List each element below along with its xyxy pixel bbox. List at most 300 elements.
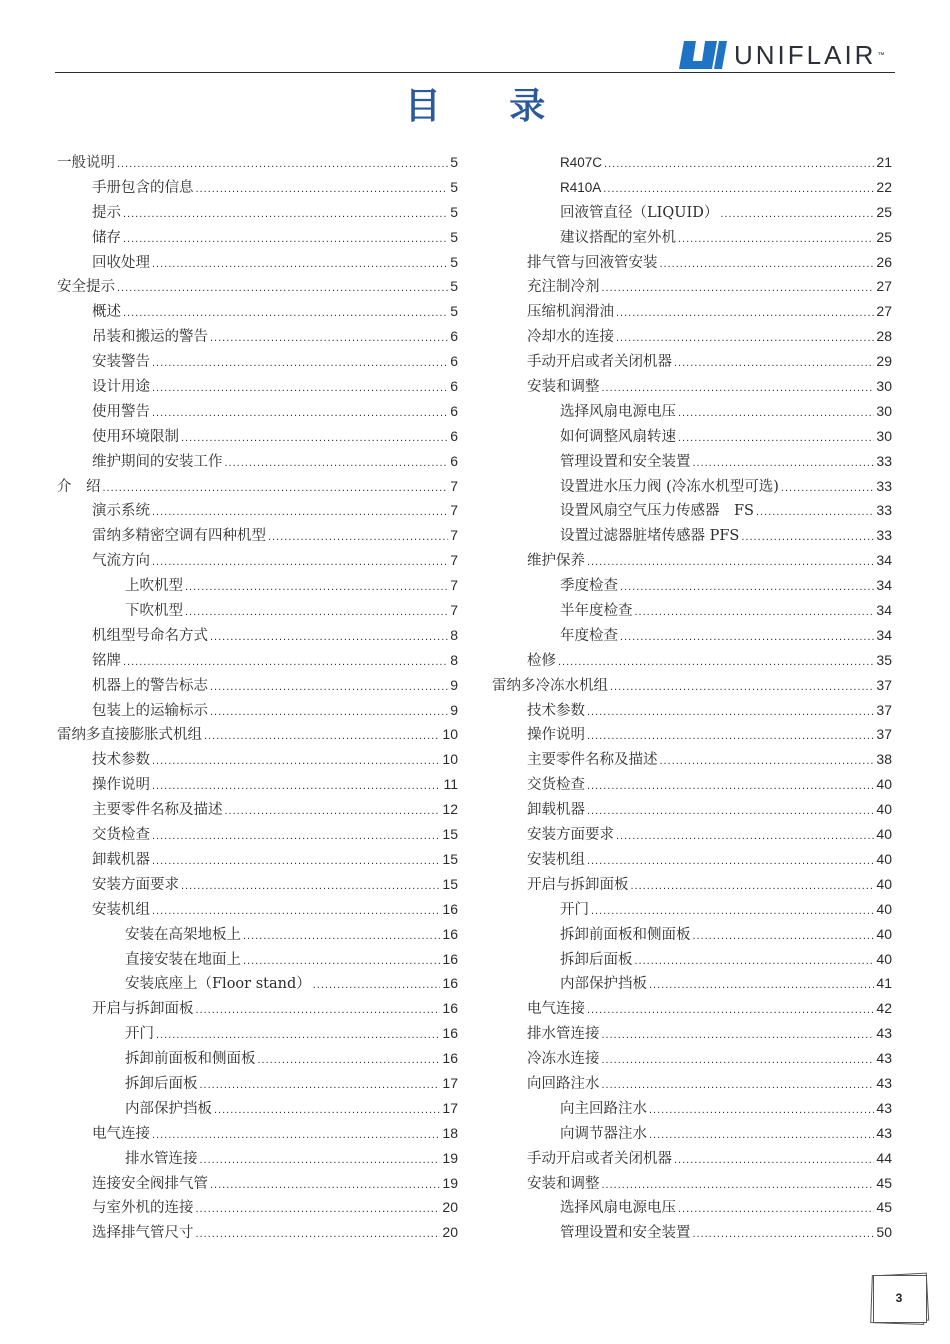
toc-dot-leader xyxy=(196,1197,441,1222)
toc-entry-page: 43 xyxy=(876,1050,892,1067)
toc-entry-page: 40 xyxy=(876,875,892,892)
toc-entry-title: 开门 xyxy=(560,901,589,918)
toc-entry-title: 开启与拆卸面板 xyxy=(527,876,629,893)
toc-entry-page: 20 xyxy=(442,1199,458,1216)
toc-dot-leader xyxy=(156,1023,440,1048)
toc-entry-page: 34 xyxy=(876,602,892,619)
toc-entry[interactable] xyxy=(57,523,458,548)
toc-entry-page: 5 xyxy=(450,178,458,195)
toc-entry-title: 雷纳多冷冻水机组 xyxy=(492,677,608,694)
toc-entry[interactable] xyxy=(57,1021,458,1046)
toc-dot-leader xyxy=(210,625,448,650)
toc-entry[interactable] xyxy=(492,897,892,922)
toc-entry[interactable] xyxy=(57,623,458,648)
toc-entry-title: 主要零件名称及描述 xyxy=(92,802,223,819)
toc-dot-leader xyxy=(196,1222,441,1247)
toc-entry[interactable] xyxy=(57,1220,458,1245)
toc-entry[interactable] xyxy=(492,947,892,972)
toc-entry[interactable] xyxy=(57,996,458,1021)
toc-dot-leader xyxy=(678,426,874,451)
toc-entry[interactable] xyxy=(492,274,892,299)
toc-entry[interactable] xyxy=(492,598,892,623)
toc-entry[interactable] xyxy=(492,1071,892,1096)
toc-entry-title: 压缩机润滑油 xyxy=(527,304,614,321)
toc-entry-page: 9 xyxy=(450,676,458,693)
toc-entry-page: 10 xyxy=(442,726,458,743)
toc-dot-leader xyxy=(558,650,874,675)
toc-dot-leader xyxy=(620,575,874,600)
toc-entry-page: 21 xyxy=(876,154,892,170)
toc-entry[interactable] xyxy=(57,1171,458,1196)
toc-entry-title: 卸载机器 xyxy=(92,851,150,868)
toc-entry-page: 6 xyxy=(450,353,458,370)
toc-entry-page: 30 xyxy=(876,402,892,419)
toc-entry-title: 下吹机型 xyxy=(125,603,183,620)
toc-entry-title: 设置风扇空气压力传感器 FS xyxy=(560,503,754,520)
toc-entry-page: 50 xyxy=(876,1224,892,1241)
toc-entry-page: 5 xyxy=(450,278,458,295)
toc-dot-leader xyxy=(313,973,441,998)
toc-entry-title: 电气连接 xyxy=(527,1001,585,1018)
toc-dot-leader xyxy=(196,177,449,202)
toc-entry-title: 连接安全阀排气管 xyxy=(92,1175,208,1192)
toc-dot-leader xyxy=(152,1123,440,1148)
toc-entry[interactable] xyxy=(492,772,892,797)
toc-entry-title: 与室外机的连接 xyxy=(92,1200,194,1217)
toc-entry-page: 5 xyxy=(450,203,458,220)
toc-entry[interactable] xyxy=(57,598,458,623)
toc-entry-title: 冷冻水连接 xyxy=(527,1051,600,1068)
toc-dot-leader xyxy=(196,998,441,1023)
toc-entry[interactable] xyxy=(57,698,458,723)
toc-dot-leader xyxy=(602,276,875,301)
toc-entry[interactable] xyxy=(57,648,458,673)
toc-entry-page: 16 xyxy=(442,925,458,942)
toc-entry-page: 40 xyxy=(876,950,892,967)
toc-dot-leader xyxy=(616,326,874,351)
toc-entry-title: 电气连接 xyxy=(92,1125,150,1142)
toc-dot-leader xyxy=(674,1148,874,1173)
toc-entry[interactable] xyxy=(492,299,892,324)
toc-entry-title: 设计用途 xyxy=(92,379,150,396)
toc-entry-page: 5 xyxy=(450,253,458,270)
toc-dot-leader xyxy=(660,252,875,277)
toc-entry-page: 25 xyxy=(876,228,892,245)
toc-dot-leader xyxy=(587,799,874,824)
toc-entry-page: 16 xyxy=(442,1000,458,1017)
toc-entry-page: 6 xyxy=(450,328,458,345)
toc-entry[interactable] xyxy=(492,1121,892,1146)
toc-entry[interactable] xyxy=(57,324,458,349)
toc-entry-page: 15 xyxy=(442,875,458,892)
toc-dot-leader xyxy=(587,998,874,1023)
toc-entry-title: 包装上的运输标示 xyxy=(92,702,208,719)
logo-wordmark: UNIFLAIR xyxy=(734,40,877,70)
toc-dot-leader xyxy=(602,1048,875,1073)
toc-entry-title: 铭牌 xyxy=(92,652,121,669)
toc-entry[interactable] xyxy=(57,200,458,225)
toc-dot-leader xyxy=(587,724,874,749)
toc-entry-title: 机组型号命名方式 xyxy=(92,627,208,644)
toc-dot-leader xyxy=(117,276,448,301)
toc-entry-title: 概述 xyxy=(92,304,121,321)
toc-dot-leader xyxy=(225,799,441,824)
toc-entry-title: 拆卸前面板和侧面板 xyxy=(560,926,691,943)
toc-entry[interactable] xyxy=(57,922,458,947)
toc-entry[interactable] xyxy=(492,424,892,449)
page-header xyxy=(0,0,950,80)
toc-entry-page: 17 xyxy=(442,1074,458,1091)
toc-dot-leader xyxy=(649,1123,874,1148)
toc-entry-title: R410A xyxy=(560,179,602,195)
toc-entry-title: 检修 xyxy=(527,652,556,669)
toc-entry[interactable] xyxy=(57,1096,458,1121)
toc-entry-page: 16 xyxy=(442,900,458,917)
toc-entry-page: 43 xyxy=(876,1074,892,1091)
toc-dot-leader xyxy=(602,1173,875,1198)
toc-entry-page: 33 xyxy=(876,527,892,544)
toc-entry-title: 技术参数 xyxy=(92,752,150,769)
page-number-box xyxy=(868,1272,930,1324)
toc-entry[interactable] xyxy=(492,747,892,772)
toc-entry-page: 40 xyxy=(876,900,892,917)
toc-dot-leader xyxy=(123,202,448,227)
toc-dot-leader xyxy=(587,849,874,874)
toc-entry[interactable] xyxy=(57,772,458,797)
toc-entry-page: 40 xyxy=(876,925,892,942)
toc-entry-page: 7 xyxy=(450,602,458,619)
toc-entry-title: 吊装和搬运的警告 xyxy=(92,329,208,346)
toc-entry-title: 手册包含的信息 xyxy=(92,179,194,196)
toc-entry-page: 35 xyxy=(876,651,892,668)
toc-entry[interactable] xyxy=(492,971,892,996)
toc-entry[interactable] xyxy=(492,523,892,548)
toc-entry[interactable] xyxy=(57,374,458,399)
toc-entry[interactable] xyxy=(57,225,458,250)
toc-entry-title: 拆卸后面板 xyxy=(560,951,633,968)
toc-entry-page: 34 xyxy=(876,577,892,594)
toc-entry-page: 6 xyxy=(450,427,458,444)
toc-entry-title: 机器上的警告标志 xyxy=(92,677,208,694)
toc-dot-leader xyxy=(591,899,874,924)
toc-dot-leader xyxy=(602,1073,875,1098)
toc-dot-leader xyxy=(210,326,448,351)
toc-entry-title: 安装和调整 xyxy=(527,1175,600,1192)
toc-entry[interactable] xyxy=(57,175,458,200)
toc-dot-leader xyxy=(631,874,875,899)
toc-entry[interactable] xyxy=(57,474,458,499)
toc-entry-page: 7 xyxy=(450,577,458,594)
toc-entry[interactable] xyxy=(492,673,892,698)
toc-entry-title: 半年度检查 xyxy=(560,603,633,620)
toc-entry[interactable] xyxy=(492,698,892,723)
toc-entry-title: 交货检查 xyxy=(527,777,585,794)
toc-entry[interactable] xyxy=(492,399,892,424)
toc-entry-page: 20 xyxy=(442,1224,458,1241)
toc-dot-leader xyxy=(649,1098,874,1123)
toc-entry[interactable] xyxy=(492,797,892,822)
toc-dot-leader xyxy=(185,575,448,600)
toc-dot-leader xyxy=(152,774,441,799)
toc-left-column xyxy=(57,150,458,1245)
toc-entry-title: 提示 xyxy=(92,204,121,221)
toc-dot-leader xyxy=(720,202,874,227)
toc-dot-leader xyxy=(200,1148,441,1173)
toc-entry[interactable] xyxy=(57,722,458,747)
toc-entry[interactable] xyxy=(492,449,892,474)
toc-entry-title: 维护保养 xyxy=(527,553,585,570)
toc-entry-page: 38 xyxy=(876,751,892,768)
toc-entry-page: 34 xyxy=(876,626,892,643)
toc-dot-leader xyxy=(587,774,874,799)
toc-entry[interactable] xyxy=(57,1121,458,1146)
toc-entry[interactable] xyxy=(57,548,458,573)
toc-entry[interactable] xyxy=(57,822,458,847)
trademark-symbol: ™ xyxy=(877,51,885,59)
toc-entry[interactable] xyxy=(492,722,892,747)
toc-entry[interactable] xyxy=(492,922,892,947)
toc-entry-title: 选择风扇电源电压 xyxy=(560,403,676,420)
toc-entry-page: 6 xyxy=(450,378,458,395)
toc-dot-leader xyxy=(660,749,875,774)
toc-entry[interactable] xyxy=(57,1071,458,1096)
toc-entry-page: 7 xyxy=(450,552,458,569)
toc-entry-title: 介 绍 xyxy=(57,478,101,495)
toc-dot-leader xyxy=(741,525,874,550)
toc-entry[interactable] xyxy=(492,498,892,523)
toc-entry-title: 主要零件名称及描述 xyxy=(527,752,658,769)
toc-entry[interactable] xyxy=(492,225,892,250)
toc-entry-page: 34 xyxy=(876,552,892,569)
toc-entry[interactable] xyxy=(57,947,458,972)
toc-entry[interactable] xyxy=(492,1046,892,1071)
toc-entry-title: 安装底座上（Floor stand） xyxy=(125,976,311,993)
toc-dot-leader xyxy=(678,401,874,426)
toc-entry[interactable] xyxy=(492,822,892,847)
toc-entry-page: 27 xyxy=(876,303,892,320)
uniflair-logo xyxy=(676,38,884,72)
toc-entry-title: 卸载机器 xyxy=(527,802,585,819)
toc-entry-title: 技术参数 xyxy=(527,702,585,719)
toc-entry-title: 如何调整风扇转速 xyxy=(560,428,676,445)
toc-entry-page: 43 xyxy=(876,1124,892,1141)
toc-entry-page: 41 xyxy=(876,975,892,992)
toc-entry[interactable] xyxy=(57,797,458,822)
toc-entry-page: 37 xyxy=(876,701,892,718)
toc-entry-page: 16 xyxy=(442,1025,458,1042)
toc-entry-title: 向主回路注水 xyxy=(560,1100,647,1117)
toc-entry-title: 一般说明 xyxy=(57,155,115,171)
toc-dot-leader xyxy=(103,476,449,501)
toc-entry-title: 管理设置和安全装置 xyxy=(560,453,691,470)
toc-entry[interactable] xyxy=(492,324,892,349)
toc-entry[interactable] xyxy=(492,847,892,872)
toc-dot-leader xyxy=(210,700,448,725)
toc-entry[interactable] xyxy=(492,996,892,1021)
toc-right-column xyxy=(492,150,892,1245)
toc-entry[interactable] xyxy=(492,1195,892,1220)
toc-entry-title: 手动开启或者关闭机器 xyxy=(527,354,672,371)
toc-entry-page: 26 xyxy=(876,253,892,270)
toc-entry[interactable] xyxy=(57,1146,458,1171)
toc-entry-title: 演示系统 xyxy=(92,503,150,520)
toc-entry[interactable] xyxy=(492,648,892,673)
toc-dot-leader xyxy=(225,451,449,476)
toc-entry-page: 15 xyxy=(442,826,458,843)
toc-entry-page: 8 xyxy=(450,651,458,668)
toc-entry-title: 建议搭配的室外机 xyxy=(560,229,676,246)
toc-entry-page: 33 xyxy=(876,452,892,469)
toc-entry-page: 42 xyxy=(876,1000,892,1017)
toc-entry-title: 储存 xyxy=(92,229,121,246)
toc-entry-title: 雷纳多直接膨胀式机组 xyxy=(57,727,202,744)
toc-entry[interactable] xyxy=(57,1195,458,1220)
toc-entry[interactable] xyxy=(492,474,892,499)
toc-dot-leader xyxy=(781,476,875,501)
toc-dot-leader xyxy=(152,899,440,924)
toc-entry-page: 40 xyxy=(876,801,892,818)
toc-dot-leader xyxy=(674,351,874,376)
toc-entry[interactable] xyxy=(57,274,458,299)
toc-entry-title: 充注制冷剂 xyxy=(527,279,600,296)
toc-entry-title: 设置过滤器脏堵传感器 PFS xyxy=(560,528,740,545)
toc-entry-title: 回液管直径（LIQUID） xyxy=(560,204,719,221)
toc-entry-title: R407C xyxy=(560,155,603,170)
toc-dot-leader xyxy=(152,252,448,277)
toc-entry[interactable] xyxy=(57,897,458,922)
toc-entry[interactable] xyxy=(57,349,458,374)
toc-entry[interactable] xyxy=(57,573,458,598)
toc-entry-page: 6 xyxy=(450,452,458,469)
toc-entry-title: 维护期间的安装工作 xyxy=(92,453,223,470)
toc-entry-page: 8 xyxy=(450,626,458,643)
toc-entry-page: 5 xyxy=(450,154,458,170)
toc-entry-title: 安装方面要求 xyxy=(92,876,179,893)
toc-entry-page: 11 xyxy=(443,776,458,793)
toc-entry-title: 排水管连接 xyxy=(527,1026,600,1043)
toc-dot-leader xyxy=(152,824,440,849)
toc-dot-leader xyxy=(152,376,448,401)
toc-entry-page: 43 xyxy=(876,1025,892,1042)
toc-dot-leader xyxy=(185,600,448,625)
toc-entry-title: 年度检查 xyxy=(560,627,618,644)
toc-entry-page: 45 xyxy=(876,1199,892,1216)
toc-entry[interactable] xyxy=(492,573,892,598)
toc-entry-title: 选择风扇电源电压 xyxy=(560,1200,676,1217)
toc-entry[interactable] xyxy=(492,1220,892,1245)
toc-dot-leader xyxy=(604,152,874,177)
toc-entry-title: 安装在高架地板上 xyxy=(125,926,241,943)
toc-entry-title: 安装机组 xyxy=(527,851,585,868)
toc-entry[interactable] xyxy=(57,449,458,474)
toc-dot-leader xyxy=(200,1073,441,1098)
toc-entry-page: 16 xyxy=(442,1050,458,1067)
toc-entry-title: 安装方面要求 xyxy=(527,827,614,844)
toc-dot-leader xyxy=(181,874,440,899)
toc-entry[interactable] xyxy=(492,200,892,225)
toc-entry[interactable] xyxy=(492,175,892,200)
toc-dot-leader xyxy=(678,227,874,252)
toc-dot-leader xyxy=(693,924,875,949)
toc-dot-leader xyxy=(123,650,448,675)
toc-dot-leader xyxy=(693,1222,875,1247)
toc-entry[interactable] xyxy=(492,1146,892,1171)
toc-entry-page: 28 xyxy=(876,328,892,345)
toc-entry[interactable] xyxy=(57,250,458,275)
toc-entry-title: 安装警告 xyxy=(92,354,150,371)
toc-entry-title: 上吹机型 xyxy=(125,578,183,595)
toc-dot-leader xyxy=(268,525,448,550)
toc-entry-title: 交货检查 xyxy=(92,827,150,844)
toc-entry-title: 选择排气管尺寸 xyxy=(92,1225,194,1242)
toc-entry-page: 37 xyxy=(876,676,892,693)
toc-entry-page: 30 xyxy=(876,427,892,444)
toc-entry-title: 开门 xyxy=(125,1026,154,1043)
toc-entry-page: 10 xyxy=(442,751,458,768)
toc-entry[interactable] xyxy=(57,498,458,523)
toc-entry[interactable] xyxy=(57,673,458,698)
toc-entry-title: 直接安装在地面上 xyxy=(125,951,241,968)
toc-entry[interactable] xyxy=(57,847,458,872)
toc-entry-title: 排气管与回液管安装 xyxy=(527,254,658,271)
toc-dot-leader xyxy=(152,749,440,774)
toc-dot-leader xyxy=(616,301,874,326)
toc-entry[interactable] xyxy=(492,374,892,399)
toc-dot-leader xyxy=(243,949,440,974)
toc-dot-leader xyxy=(610,675,874,700)
toc-entry[interactable] xyxy=(492,1021,892,1046)
toc-entry[interactable] xyxy=(492,872,892,897)
toc-dot-leader xyxy=(123,227,448,252)
toc-entry[interactable] xyxy=(57,747,458,772)
toc-entry[interactable] xyxy=(57,299,458,324)
toc-entry-page: 37 xyxy=(876,726,892,743)
toc-entry[interactable] xyxy=(492,623,892,648)
toc-entry[interactable] xyxy=(57,399,458,424)
toc-entry-title: 设置进水压力阀 (冷冻水机型可选) xyxy=(560,478,779,495)
toc-entry-page: 19 xyxy=(442,1174,458,1191)
toc-entry-title: 雷纳多精密空调有四种机型 xyxy=(92,528,266,545)
toc-dot-leader xyxy=(152,849,440,874)
toc-entry[interactable] xyxy=(57,971,458,996)
toc-entry-title: 操作说明 xyxy=(92,777,150,794)
toc-entry-title: 安装和调整 xyxy=(527,379,600,396)
toc-entry-page: 15 xyxy=(442,850,458,867)
toc-dot-leader xyxy=(152,550,448,575)
toc-entry[interactable] xyxy=(57,872,458,897)
toc-entry-page: 43 xyxy=(876,1099,892,1116)
toc-dot-leader xyxy=(181,426,448,451)
toc-dot-leader xyxy=(635,600,875,625)
toc-entry-page: 5 xyxy=(450,303,458,320)
toc-entry[interactable] xyxy=(492,349,892,374)
toc-entry[interactable] xyxy=(57,424,458,449)
toc-entry[interactable] xyxy=(492,250,892,275)
toc-dot-leader xyxy=(214,1098,440,1123)
page-title: 目 录 xyxy=(404,86,574,127)
toc-entry[interactable] xyxy=(492,150,892,175)
toc-entry-page: 22 xyxy=(876,178,892,195)
toc-entry[interactable] xyxy=(492,1171,892,1196)
toc-entry-title: 回收处理 xyxy=(92,254,150,271)
toc-entry[interactable] xyxy=(57,150,458,175)
toc-entry[interactable] xyxy=(492,1096,892,1121)
toc-dot-leader xyxy=(117,152,448,177)
toc-entry[interactable] xyxy=(57,1046,458,1071)
toc-entry-title: 操作说明 xyxy=(527,727,585,744)
toc-entry-title: 使用警告 xyxy=(92,403,150,420)
toc-entry[interactable] xyxy=(492,548,892,573)
